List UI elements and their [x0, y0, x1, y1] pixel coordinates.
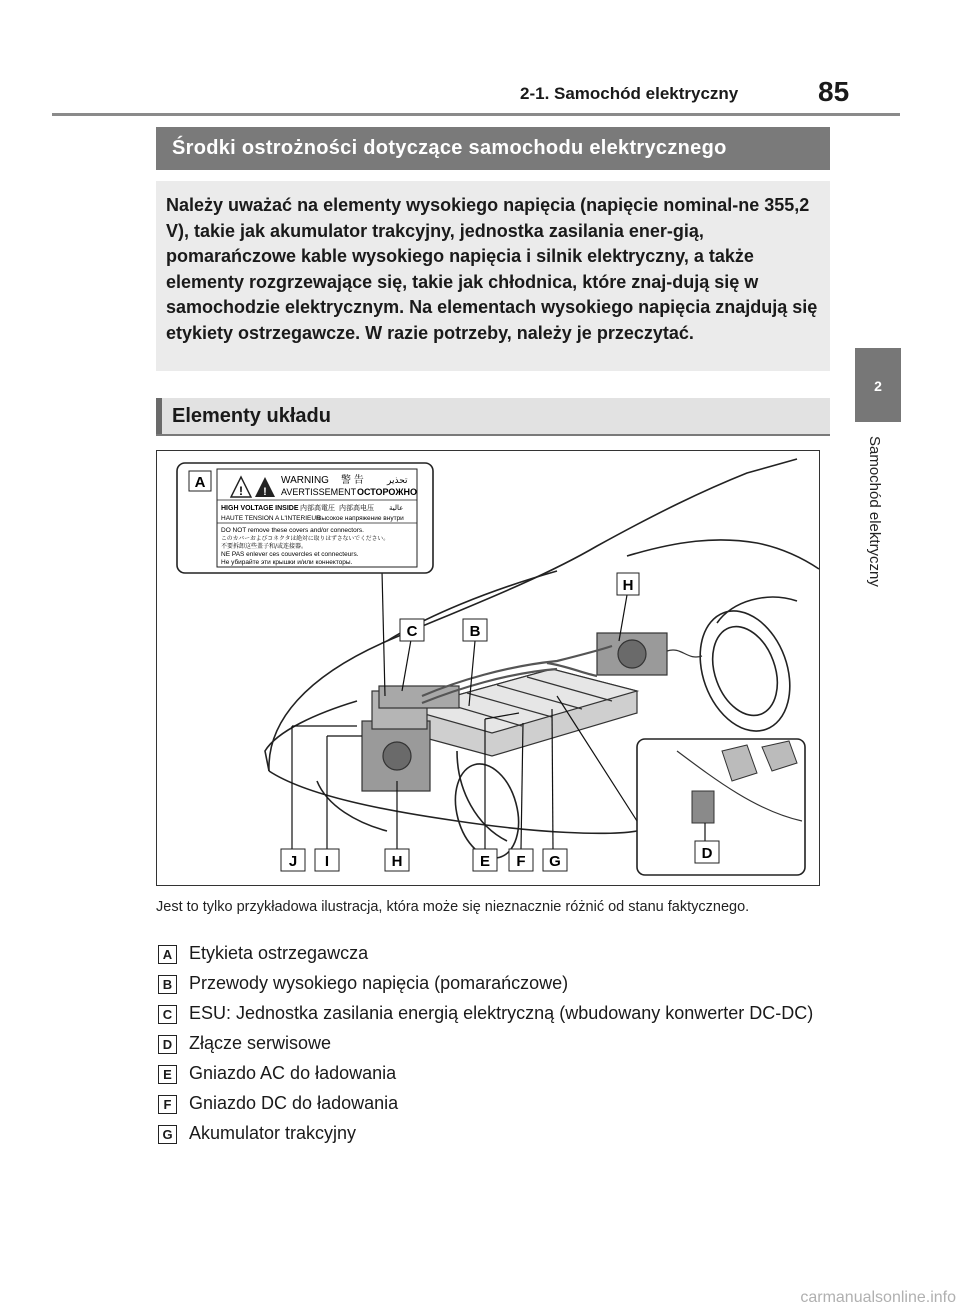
svg-text:I: I	[324, 853, 330, 870]
label-line: 不要拆卸这些盖子和/或连接器。	[221, 543, 308, 550]
exclamation-icon: !	[239, 484, 243, 498]
running-header: 2-1. Samochód elektryczny	[520, 84, 739, 103]
subsection-underline	[156, 434, 830, 436]
label-line: NE PAS enlever ces couvercles et connecteurs.	[221, 551, 359, 558]
svg-text:H: H	[622, 577, 634, 594]
legend-item	[156, 1122, 856, 1144]
callout-g	[543, 849, 567, 871]
chapter-label: Samochód elektryczny	[866, 436, 883, 587]
legend-badge: D	[158, 1035, 177, 1054]
legend-badge: C	[158, 1005, 177, 1024]
legend-badge: E	[158, 1065, 177, 1084]
label-line: Высокое напряжение внутри	[317, 515, 404, 522]
svg-text:G: G	[549, 853, 561, 870]
legend-item	[156, 1062, 856, 1084]
subsection-title: Elementy układu	[172, 405, 331, 427]
label-line: WARNING	[281, 475, 329, 486]
callout-a	[189, 471, 211, 491]
svg-text:B: B	[469, 623, 481, 640]
label-line: このカバーおよびコネクタは絶対に取りはずさないでください。	[221, 536, 389, 542]
chapter-tab[interactable]	[855, 348, 901, 422]
legend-text: Gniazdo AC do ładowania	[189, 1063, 397, 1083]
callout-d	[695, 841, 719, 863]
svg-text:C: C	[406, 623, 418, 640]
label-line: تحذير	[387, 476, 408, 486]
legend-badge: G	[158, 1125, 177, 1144]
svg-text:A: A	[194, 474, 206, 491]
callout-h-bottom	[385, 849, 409, 871]
legend-item	[156, 1002, 856, 1024]
site-watermark: carmanualsonline.info	[800, 1289, 956, 1306]
legend-text: Złącze serwisowe	[189, 1033, 332, 1053]
svg-text:D: D	[701, 845, 713, 862]
legend-badge: A	[158, 945, 177, 964]
component-illustration	[156, 450, 820, 886]
legend-text: Przewody wysokiego napięcia (pomarańczowe)	[189, 973, 569, 993]
callout-b	[463, 619, 487, 641]
page-number: 85	[818, 76, 850, 107]
svg-text:J: J	[288, 853, 298, 870]
legend-item	[156, 1092, 856, 1114]
figure-caption: Jest to tylko przykładowa ilustracja, która może się nieznacznie różnić od stanu faktycznego.	[156, 899, 750, 915]
label-line: 警 告	[341, 475, 364, 486]
component-legend	[156, 942, 856, 1152]
label-line: HAUTE TENSION A L'INTERIEUR	[221, 515, 321, 522]
rear-motor-drawing	[597, 633, 702, 675]
chapter-number: 2	[874, 378, 882, 394]
subsection-title-bar	[156, 398, 830, 434]
label-line: 内部高電圧	[300, 504, 335, 512]
exclamation-solid-icon: !	[263, 486, 267, 498]
callout-f	[509, 849, 533, 871]
label-line: عالية	[389, 504, 404, 512]
svg-text:H: H	[391, 853, 403, 870]
car-diagram	[157, 451, 821, 887]
legend-text: Etykieta ostrzegawcza	[189, 943, 369, 963]
label-line: AVERTISSEMENT	[281, 487, 357, 497]
service-plug-inset	[637, 739, 805, 875]
legend-badge: F	[158, 1095, 177, 1114]
section-title: Środki ostrożności dotyczące samochodu elektrycznego	[172, 137, 727, 159]
callout-i	[315, 849, 339, 871]
warning-text: Należy uważać na elementy wysokiego napięcia (napięcie nominal-ne 355,2 V), takie jak akumulator trakcyjny, jednostka zasilania ener-gią, pomarańczowe kable wysokiego napięcia i silnik elektryczny, a także elementy rozgrzewające się, takie jak chłodnica, które znaj-dują się w samochodzie elektrycznym. Na elementach wysokiego napięcia znajdują się etykiety ostrzegawcze. W razie potrzeby, należy je przeczytać.	[166, 195, 818, 343]
warning-label-inset	[177, 463, 433, 573]
legend-badge: B	[158, 975, 177, 994]
legend-item	[156, 942, 856, 964]
header-divider	[52, 113, 900, 116]
label-line: ОСТОРОЖНО	[357, 487, 417, 497]
legend-text: ESU: Jednostka zasilania energią elektryczną (wbudowany konwerter DC-DC)	[189, 1003, 814, 1023]
label-line: HIGH VOLTAGE INSIDE	[221, 505, 299, 512]
section-title-bar	[156, 127, 830, 170]
legend-text: Gniazdo DC do ładowania	[189, 1093, 399, 1113]
label-line: DO NOT remove these covers and/or connectors.	[221, 527, 364, 534]
callout-h-top	[617, 573, 639, 595]
traction-battery-drawing	[407, 669, 637, 756]
legend-item	[156, 1032, 856, 1054]
svg-text:F: F	[516, 853, 526, 870]
legend-text: Akumulator trakcyjny	[189, 1123, 357, 1143]
callout-c	[400, 619, 424, 641]
legend-item	[156, 972, 856, 994]
svg-text:E: E	[479, 853, 491, 870]
callout-e	[473, 849, 497, 871]
callout-j	[281, 849, 305, 871]
warning-box	[156, 181, 830, 371]
label-line: Не убирайте эти крышки и/или коннекторы.	[221, 559, 353, 566]
label-line: 内部高电压	[339, 504, 374, 512]
